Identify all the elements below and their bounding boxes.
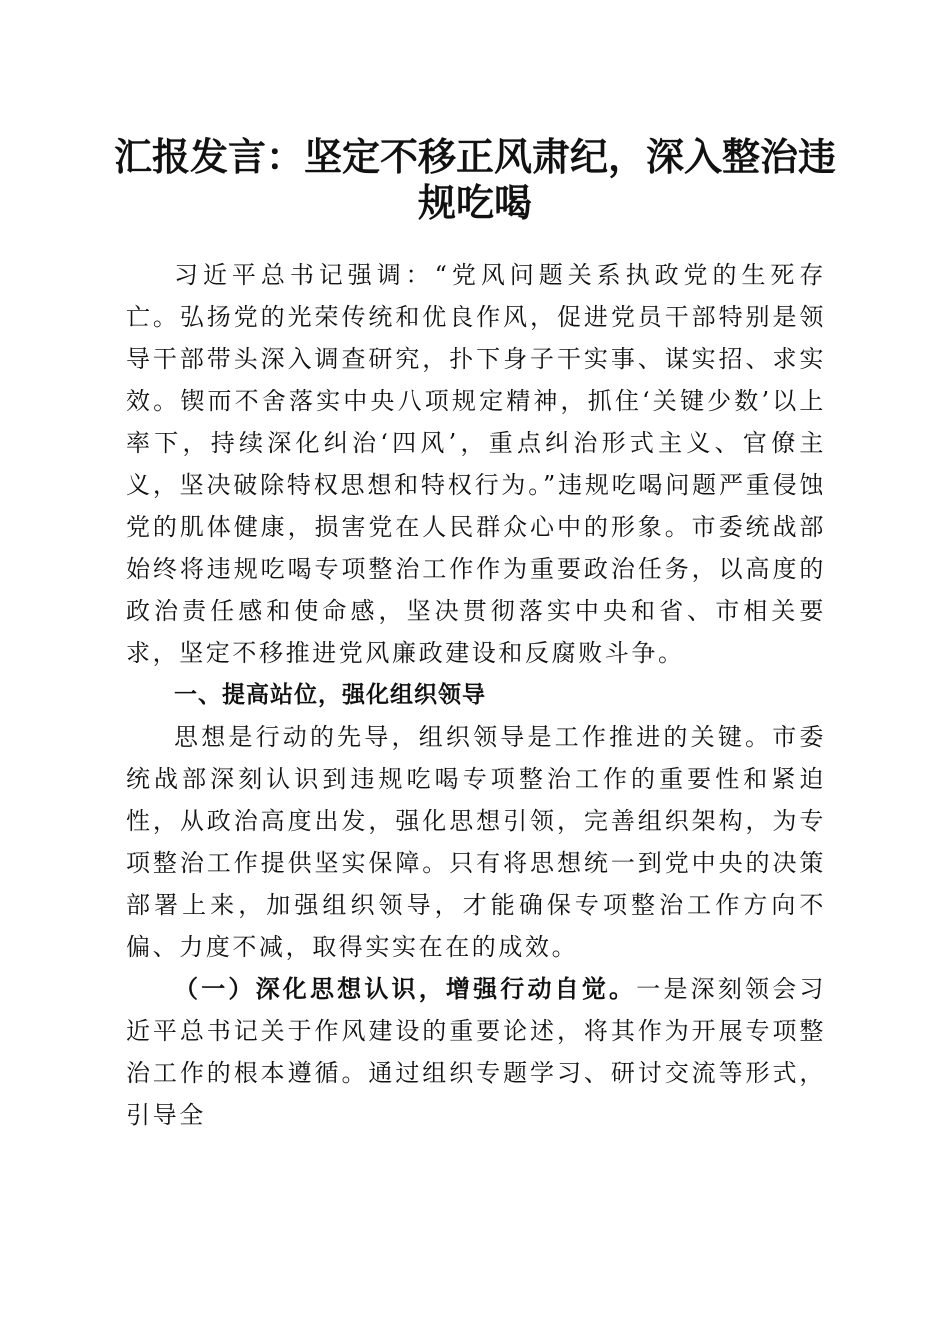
- section-1-paragraph: 思想是行动的先导，组织领导是工作推进的关键。市委统战部深刻认识到违规吃喝专项整治工作的重要性和紧迫性，从政治高度出发，强化思想引领，完善组织架构，为专项整治工作提供坚实保障。只有将思想统一到党中央的决策部署上来，加强组织领导，才能确保专项整治工作方向不偏、力度不减，取得实实在在的成效。: [126, 723, 826, 961]
- subsection-1-paragraph: [126, 968, 826, 1136]
- intro-paragraph: 习近平总书记强调：“党风问题关系执政党的生死存亡。弘扬党的光荣传统和优良作风，促进党员干部特别是领导干部带头深入调查研究，扑下身子干实事、谋实招、求实效。锲而不舍落实中央八项规定精神，抓住‘关键少数’以上率下，持续深化纠治‘四风’，重点纠治形式主义、官僚主义，坚决破除特权思想和特权行为。”违规吃喝问题严重侵蚀党的肌体健康，损害党在人民群众心中的形象。市委统战部始终将违规吃喝专项整治工作作为重要政治任务，以高度的政治责任感和使命感，坚决贯彻落实中央和省、市相关要求，坚定不移推进党风廉政建设和反腐败斗争。: [126, 261, 826, 667]
- section-heading-1: 一、提高站位，强化组织领导: [174, 682, 486, 708]
- subsection-1-lead: （一）深化思想认识，增强行动自觉。: [174, 974, 637, 1003]
- subsection-1-text: 一是深刻领会习近平总书记关于作风建设的重要论述，将其作为开展专项整治工作的根本遵循。通过组织专题学习、研讨交流等形式，引导全: [126, 975, 826, 1129]
- document-body: [126, 254, 826, 1136]
- document-title: 汇报发言：坚定不移正风肃纪，深入整治违规吃喝: [113, 135, 836, 225]
